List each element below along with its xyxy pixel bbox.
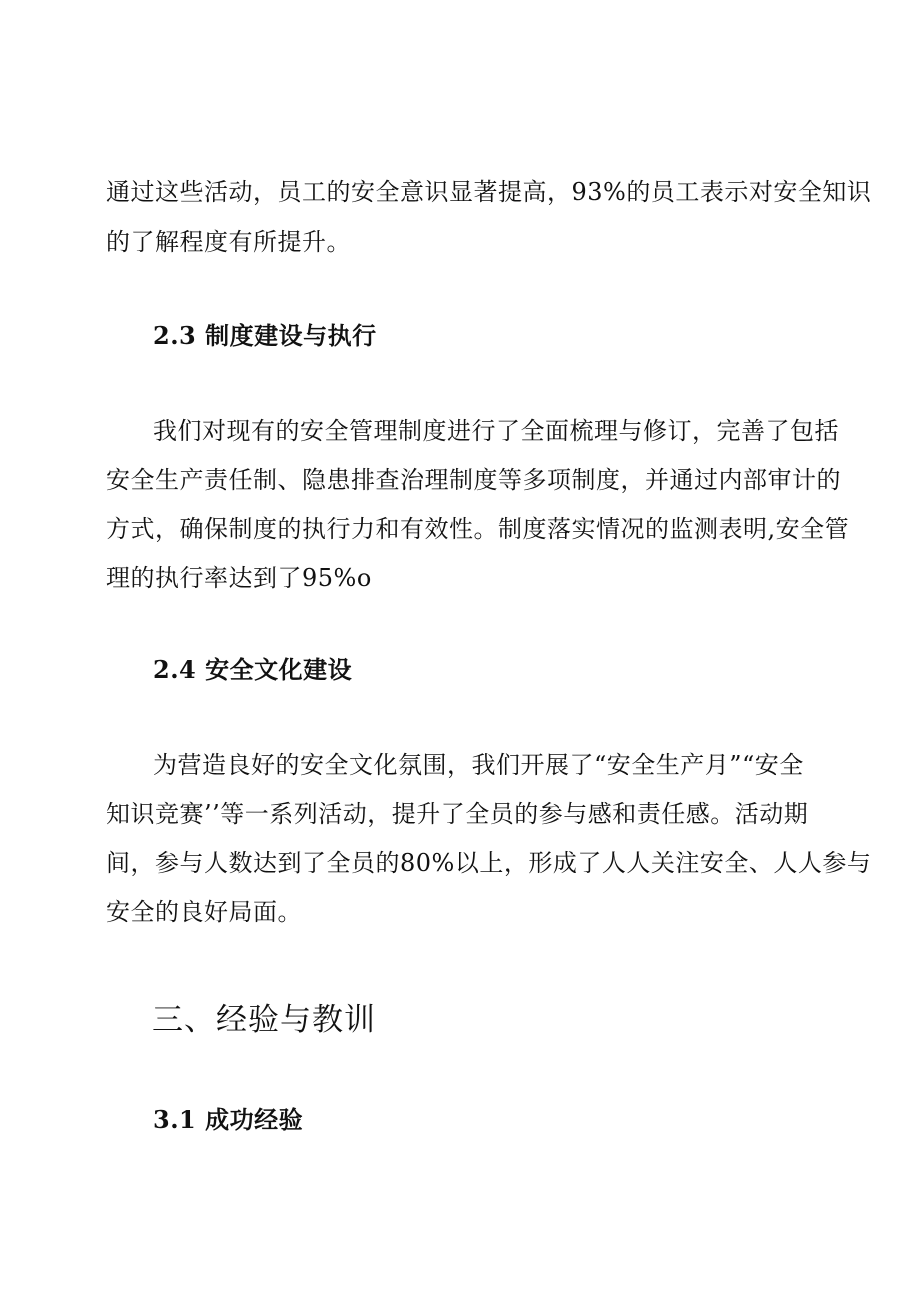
section-heading-3-1: 3.1 成功经验 <box>153 1105 304 1134</box>
paragraph-line: 为营造良好的安全文化氛围，我们开展了“安全生产月”“安全 <box>153 751 804 779</box>
section-heading-2-3: 2.3 制度建设与执行 <box>153 321 377 350</box>
paragraph-line: 我们对现有的安全管理制度进行了全面梳理与修订，完善了包括 <box>153 417 839 445</box>
paragraph-line: 知识竞赛’’等一系列活动，提升了全员的参与感和责任感。活动期 <box>106 800 809 828</box>
paragraph-line: 安全生产责任制、隐患排查治理制度等多项制度，并通过内部审计的 <box>106 466 841 494</box>
paragraph-line: 通过这些活动，员工的安全意识显著提高，93%的员工表示对安全知识 <box>106 178 872 206</box>
paragraph-line: 间，参与人数达到了全员的80%以上，形成了人人关注安全、人人参与 <box>106 849 872 877</box>
paragraph-line: 安全的良好局面。 <box>106 898 302 926</box>
paragraph-line: 理的执行率达到了95%o <box>106 564 372 592</box>
paragraph-line: 方式，确保制度的执行力和有效性。制度落实情况的监测表明,安全管 <box>106 515 850 543</box>
section-heading-2-4: 2.4 安全文化建设 <box>153 655 353 684</box>
chapter-title-3: 三、经验与教训 <box>152 1002 376 1038</box>
paragraph-line: 的了解程度有所提升。 <box>106 228 351 256</box>
